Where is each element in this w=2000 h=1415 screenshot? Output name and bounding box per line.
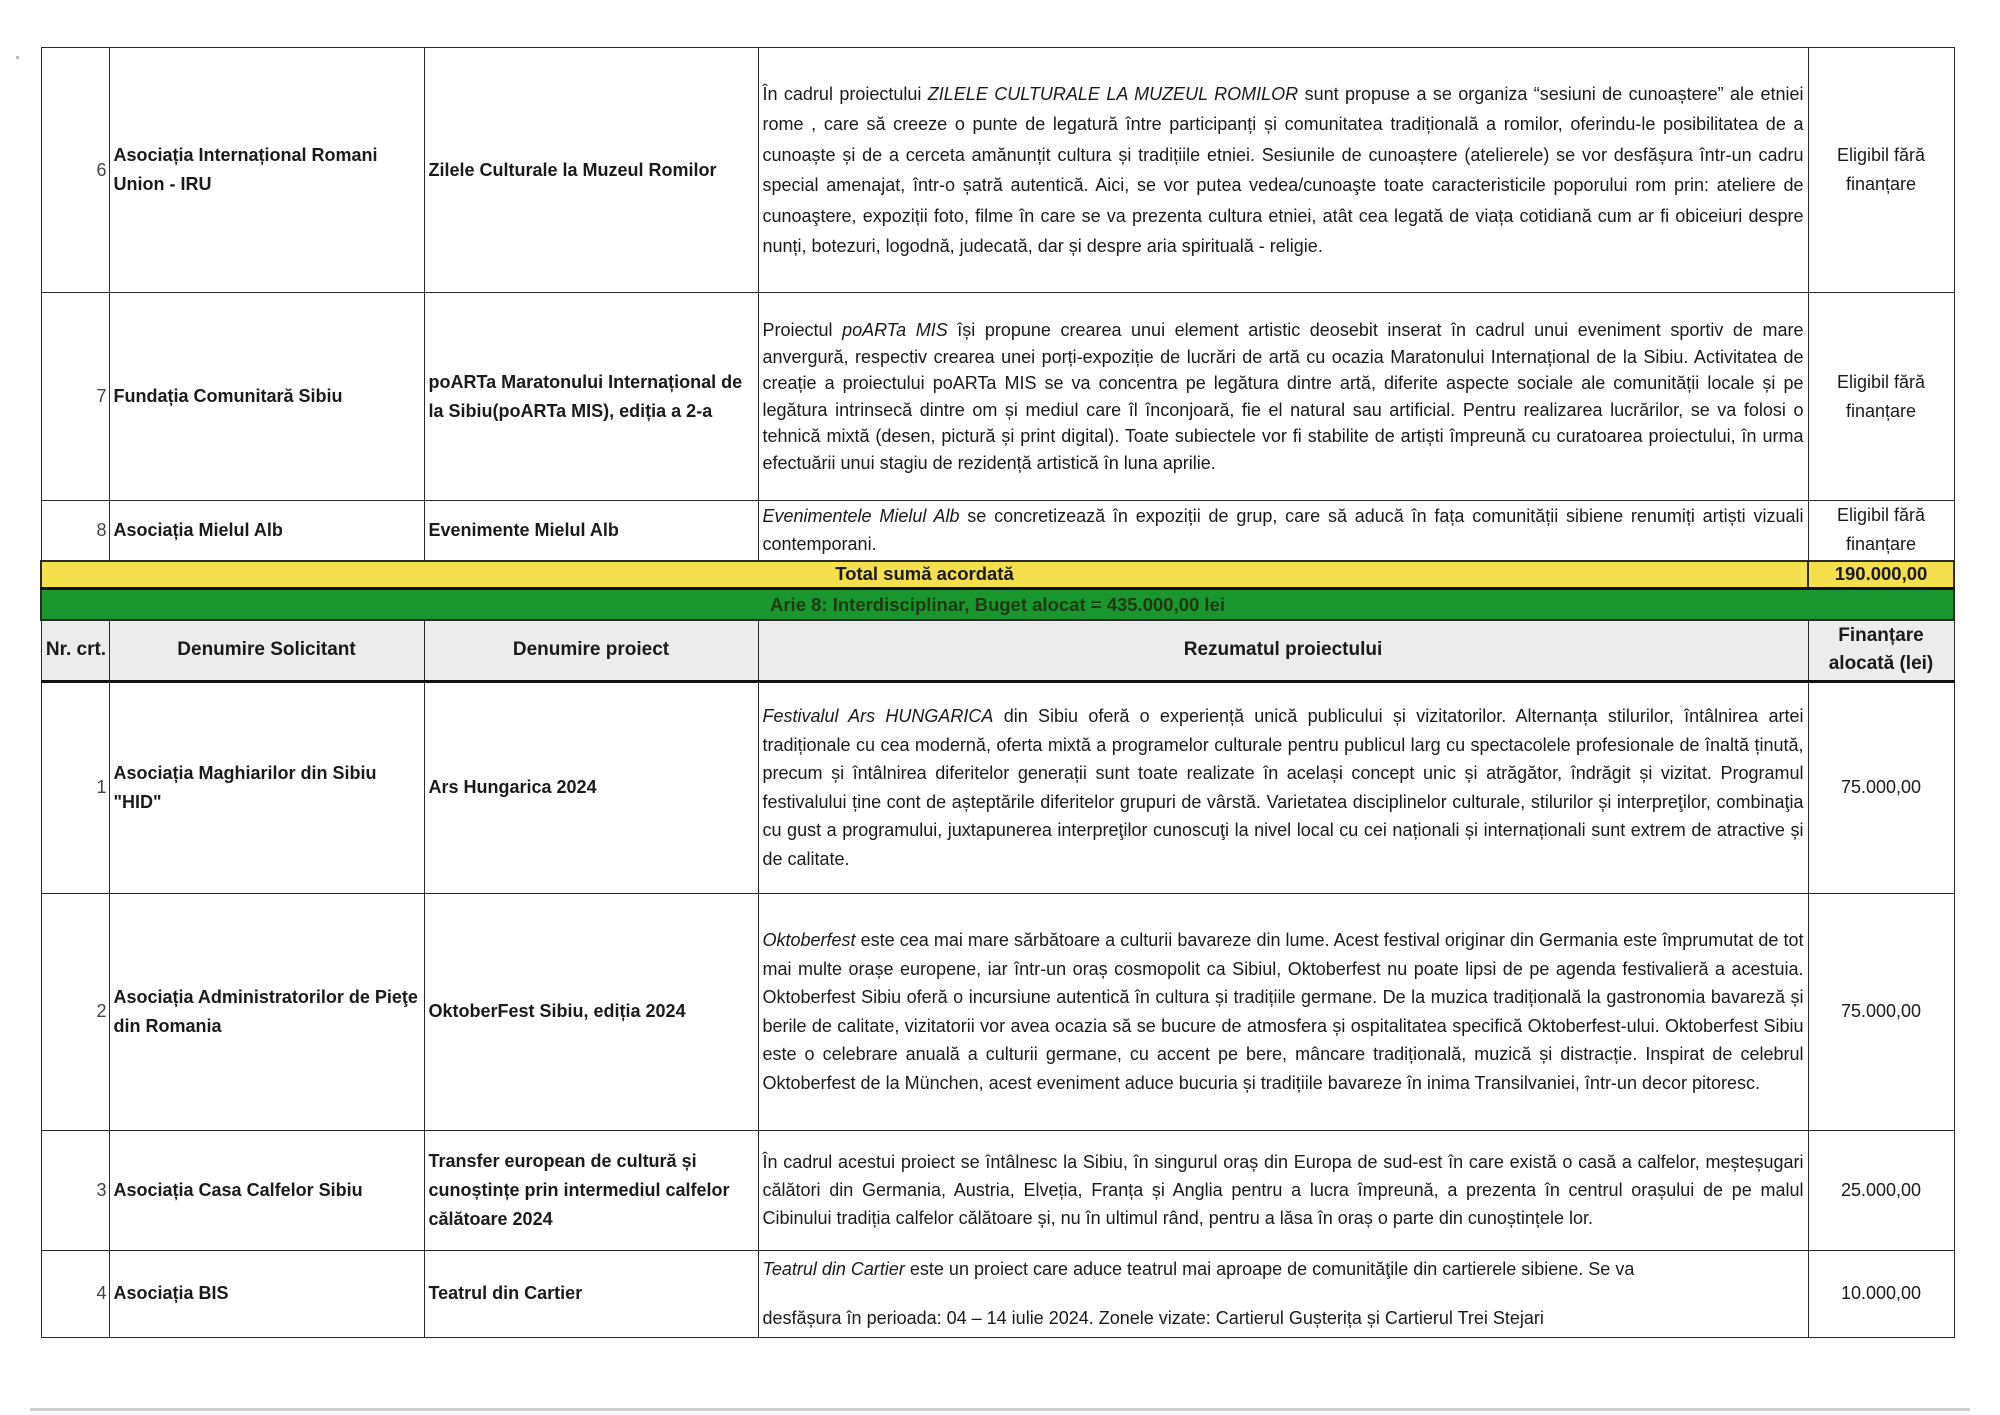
summary-italic: Festivalul Ars HUNGARICA bbox=[762, 706, 994, 726]
funding-status: Eligibil fără finanțare bbox=[1808, 293, 1954, 501]
summary-italic: Oktoberfest bbox=[762, 930, 856, 950]
summary-text: se concretizează în expoziții de grup, care să aducă în fața comunității sibiene renumiți artiști vizuali contemporani. bbox=[762, 506, 1804, 555]
project-summary bbox=[758, 1130, 1808, 1250]
project-name: Evenimente Mielul Alb bbox=[424, 501, 758, 561]
summary-text-line2: desfășura în perioada: 04 – 14 iulie 2024. Zonele vizate: Cartierul Gușterița și Cartierul Trei Stejari bbox=[762, 1307, 1544, 1328]
header-solicitant: Denumire Solicitant bbox=[109, 620, 424, 682]
funding-amount: 75.000,00 bbox=[1808, 681, 1954, 893]
applicant-name: Asociația Internațional Romani Union - IRU bbox=[109, 48, 424, 293]
table-row bbox=[41, 48, 1954, 293]
project-summary bbox=[758, 1250, 1808, 1337]
area-row bbox=[41, 588, 1954, 620]
summary-italic: Teatrul din Cartier bbox=[762, 1258, 905, 1279]
project-name: Zilele Culturale la Muzeul Romilor bbox=[424, 48, 758, 293]
project-name: Transfer european de cultură și cunoștințe prin intermediul calfelor călătoare 2024 bbox=[424, 1130, 758, 1250]
summary-italic: ZILELE CULTURALE LA MUZEUL ROMILOR bbox=[927, 83, 1299, 104]
table-row bbox=[41, 501, 1954, 561]
table-row bbox=[41, 893, 1954, 1130]
table-header bbox=[41, 620, 1954, 682]
header-proiect: Denumire proiect bbox=[424, 620, 758, 682]
project-name: poARTa Maratonului Internațional de la Sibiu(poARTa MIS), ediția a 2-a bbox=[424, 293, 758, 501]
funding-amount: 10.000,00 bbox=[1808, 1250, 1954, 1337]
applicant-name: Asociația BIS bbox=[109, 1250, 424, 1337]
table-row bbox=[41, 1250, 1954, 1337]
header-rezumat: Rezumatul proiectului bbox=[758, 620, 1808, 682]
project-summary bbox=[758, 48, 1808, 293]
row-number: 2 bbox=[41, 893, 109, 1130]
summary-prefix: În cadrul acestui proiect se întâlnesc la Sibiu, în singurul oraș din Europa de sud-est în care există o casă a calfelor, meșteșugari călători din Germania, Austria, Elveția, Franța și Anglia pentru a lucra împreună, a prezenta în centrul orașului de pe malul Cibinului tradiția calfelor călătoare și, nu în ultimul rând, pentru a lăsa în oraș o parte din cunoștințele lor. bbox=[762, 1152, 1804, 1228]
page-bottom-rule bbox=[30, 1408, 1970, 1411]
project-summary bbox=[758, 681, 1808, 893]
summary-text: sunt propuse a se organiza “sesiuni de cunoaștere” ale etniei rome , care să creeze o punte de legatură între participanți și comunitatea tradițională a romilor, oferindu-le posibilitatea de a cunoaște și de a cerceta amănunțit cultura și tradițiile etniei. Sesiunile de cunoaștere (atelierele) se vor desfășura într-un cadru special amenajat, într-o șatră autentică. Aici, se vor putea vedea/cunoaşte toate caracteristicile poporului rom prin: ateliere de cunoaştere, expoziții foto, filme în care se va prezenta cultura etniei, atât cea legată de viața cotidiană cum ar fi obiceiuri despre nunți, botezuri, logodnă, judecată, dar și despre aria spirituală - religie. bbox=[762, 83, 1804, 256]
funding-amount: 25.000,00 bbox=[1808, 1130, 1954, 1250]
project-summary bbox=[758, 293, 1808, 501]
summary-italic: Evenimentele Mielul Alb bbox=[762, 506, 960, 527]
table-row bbox=[41, 293, 1954, 501]
summary-prefix: Proiectul bbox=[762, 320, 843, 340]
applicant-name: Asociația Administratorilor de Pieţe din Romania bbox=[109, 893, 424, 1130]
funding-status: Eligibil fără finanțare bbox=[1808, 501, 1954, 561]
summary-text: își propune crearea unui element artistic deosebit inserat în cadrul unui eveniment sportiv de mare anvergură, respectiv crearea unei porți-expoziție de lucrări de artă cu ocazia Maratonului Internațional de la Sibiu. Activitatea de creație a proiectului poARTa MIS se va concentra pe legătura dintre artă, diferite aspecte sociale ale comunității locale și pe legătura intrinsecă dintre om și mediul care îl înconjoară, fie el natural sau artificial. Pentru realizarea lucrărilor, se va folosi o tehnică mixtă (desen, pictură și print digital). Toate subiectele vor fi stabilite de artiști împreună cu curatoarea proiectului, în urma efectuării unui stagiu de rezidență artistică în luna aprilie. bbox=[762, 320, 1804, 473]
funding-amount: 75.000,00 bbox=[1808, 893, 1954, 1130]
project-name: Teatrul din Cartier bbox=[424, 1250, 758, 1337]
scan-speck bbox=[16, 56, 19, 59]
funding-status: Eligibil fără finanțare bbox=[1808, 48, 1954, 293]
project-summary bbox=[758, 501, 1808, 561]
row-number: 7 bbox=[41, 293, 109, 501]
summary-text: este cea mai mare sărbătoare a culturii bavareze din lume. Acest festival originar din Germania este împrumutat de tot mai multe orașe europene, iar într-un oraș cosmopolit ca Sibiul, Oktoberfest nu poate lipsi de pe agenda festivalieră a acestuia. Oktoberfest Sibiu oferă o incursiune autentică în cultura și tradițiile germane. De la muzica tradițională la gastronomia bavareză și berile de calitate, vizitatorii vor avea ocazia să se bucure de atmosfera și ospitalitatea specifică Oktoberfest-ului. Oktoberfest Sibiu este o celebrare anuală a culturii germane, cu accent pe bere, mâncare tradițională, muzică și distracție. Inspirat de celebrul Oktoberfest de la München, acest eveniment aduce bucuria și tradițiile bavareze în inima Transilvaniei, într-un decor pitoresc. bbox=[762, 930, 1804, 1093]
row-number: 3 bbox=[41, 1130, 109, 1250]
grants-table bbox=[40, 47, 1955, 1338]
project-name: Ars Hungarica 2024 bbox=[424, 681, 758, 893]
project-name: OktoberFest Sibiu, ediția 2024 bbox=[424, 893, 758, 1130]
table-row bbox=[41, 1130, 1954, 1250]
summary-italic: poARTa MIS bbox=[842, 320, 948, 340]
area-title: Arie 8: Interdisciplinar, Buget alocat = 435.000,00 lei bbox=[41, 588, 1954, 620]
row-number: 1 bbox=[41, 681, 109, 893]
total-row bbox=[41, 561, 1954, 589]
header-finantare: Finanțare alocată (lei) bbox=[1808, 620, 1954, 682]
row-number: 6 bbox=[41, 48, 109, 293]
applicant-name: Fundația Comunitară Sibiu bbox=[109, 293, 424, 501]
applicant-name: Asociația Mielul Alb bbox=[109, 501, 424, 561]
total-value: 190.000,00 bbox=[1808, 561, 1954, 589]
summary-text: din Sibiu oferă o experiență unică publicului și vizitatorilor. Alternanța stilurilor, întâlnirea artei tradiționale cu cea modernă, oferta mixtă a programelor culturale pentru publicul larg cu spectacolele profesionale de înaltă ținută, precum și întâlnirea diferitelor generații sunt toate realizate în același concept unic și atrăgător, îndrăgit și vizitat. Programul festivalului ține cont de așteptările diferitelor grupuri de vârstă. Varietatea disciplinelor culturale, stilurilor și interpreţilor, combinaţia cu gust a programului, juxtapunerea interpreţilor cunoscuţi la nivel local cu cei naționali și internaționali sunt extrem de atractive și de calitate. bbox=[762, 706, 1804, 869]
applicant-name: Asociația Maghiarilor din Sibiu "HID" bbox=[109, 681, 424, 893]
summary-text: este un proiect care aduce teatrul mai aproape de comunităţile din cartierele sibiene. Se va bbox=[904, 1258, 1635, 1279]
summary-prefix: În cadrul proiectului bbox=[762, 83, 928, 104]
header-nr: Nr. crt. bbox=[41, 620, 109, 682]
applicant-name: Asociația Casa Calfelor Sibiu bbox=[109, 1130, 424, 1250]
total-label: Total sumă acordată bbox=[41, 561, 1808, 589]
row-number: 8 bbox=[41, 501, 109, 561]
project-summary bbox=[758, 893, 1808, 1130]
row-number: 4 bbox=[41, 1250, 109, 1337]
table-row bbox=[41, 681, 1954, 893]
